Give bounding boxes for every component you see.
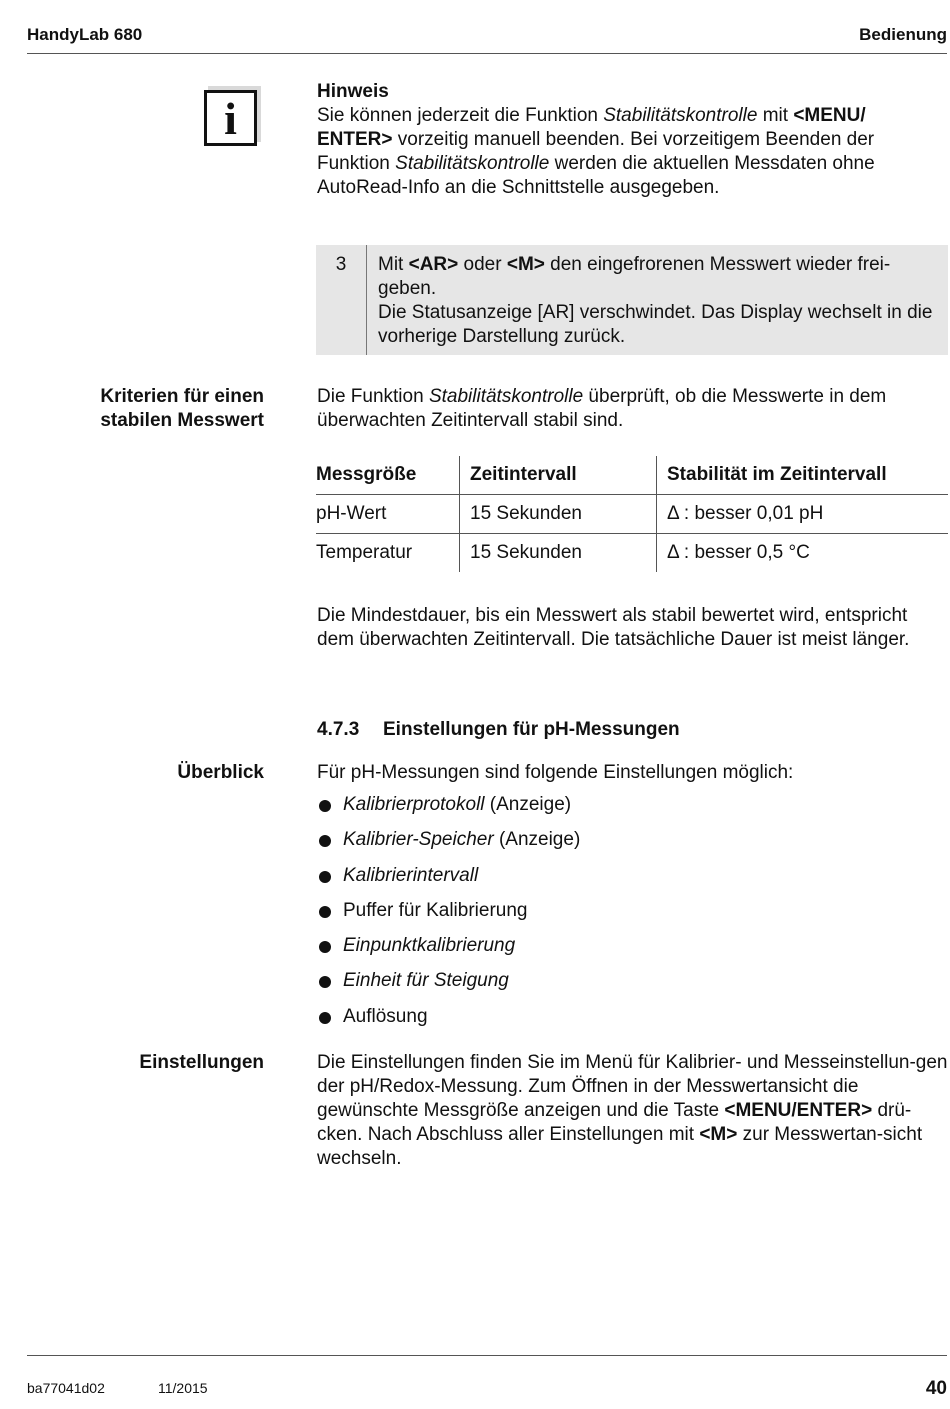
table-cell: 15 Sekunden (460, 534, 657, 573)
footer-document-code: ba77041d02 (27, 1380, 105, 1396)
note-block (317, 80, 937, 200)
settings-text (317, 1051, 949, 1171)
settings-text-1: Die Einstellungen finden Sie im Menü für Kalibrier- und Messeinstellun-gen der pH/Redox-Messung. Zum Öffnen in der Messwertansicht die gewünschte Messgröße anzeigen und die Taste (317, 1052, 948, 1121)
table-cell: Δ : besser 0,5 °C (657, 534, 949, 573)
list-item (317, 864, 580, 899)
note-text-1: Sie können jederzeit die Funktion (317, 105, 604, 126)
note-text-8: werden die aktuellen Messdaten ohne AutoRead-Info an die Schnittstelle ausgegeben. (317, 153, 875, 198)
section-number: 4.7.3 (317, 719, 360, 740)
bullet-icon (319, 941, 331, 953)
list-item (317, 969, 580, 1004)
side-label-settings: Einstellungen (139, 1052, 264, 1073)
stability-table (316, 456, 948, 572)
criteria-text-3: überprüft, ob die Messwerte in dem überwachten Zeitintervall stabil sind. (317, 386, 887, 431)
header-rule (27, 53, 947, 54)
note-key-menu: <MENU/ (793, 105, 866, 126)
settings-key-menu-enter: <MENU/ENTER> (724, 1100, 873, 1121)
section-title: Einstellungen für pH-Messungen (383, 719, 680, 740)
list-item (317, 793, 580, 828)
table-cell: Temperatur (316, 542, 413, 563)
list-item (317, 899, 580, 934)
criteria-function-name: Stabilitätskontrolle (428, 386, 584, 407)
note-text-6: vorzeitig manuell beenden. Bei vorzeitigem Beenden der Funktion (317, 129, 875, 174)
bullet-icon (319, 906, 331, 918)
criteria-text-1: Die Funktion (317, 386, 429, 407)
footer-page-number: 40 (925, 1378, 947, 1399)
list-item (317, 1005, 580, 1040)
list-item-text: (Anzeige) (484, 794, 572, 815)
table-cell: 15 Sekunden (460, 495, 657, 534)
footer-rule (27, 1355, 947, 1356)
list-item-italic: Kalibrierprotokoll (343, 794, 485, 815)
list-item-text: Auflösung (343, 1005, 428, 1027)
info-icon-glyph: i (224, 93, 237, 144)
bullet-icon (319, 800, 331, 812)
table-row (316, 495, 948, 534)
section-heading (317, 719, 680, 741)
table-header-cell: Stabilität im Zeitintervall (657, 456, 949, 495)
criteria-intro (317, 385, 949, 433)
step-text-5: den eingefrorenen Messwert wieder frei- (544, 254, 891, 275)
list-item-italic: Kalibrierintervall (343, 864, 479, 886)
step-text-6: geben. (378, 278, 437, 299)
step-text-7: Die Statusanzeige [AR] verschwindet. Das Display wechselt in die vorherige Darstellung zurück. (378, 302, 933, 347)
info-icon (204, 90, 257, 146)
settings-key-m: <M> (699, 1124, 738, 1145)
step-key-m: <M> (506, 254, 545, 275)
step-text-1: Mit (378, 254, 409, 275)
table-cell: Δ : besser 0,01 pH (657, 495, 949, 534)
note-text-3: mit (757, 105, 794, 126)
list-item-italic: Kalibrier-Speicher (343, 829, 494, 851)
note-text (317, 104, 937, 200)
note-function-name: Stabilitätskontrolle (603, 105, 758, 126)
criteria-after-text: Die Mindestdauer, bis ein Messwert als stabil bewertet wird, entspricht dem überwachten Zeitintervall. Die tatsächliche Dauer ist meist länger. (317, 605, 910, 650)
bullet-icon (319, 871, 331, 883)
overview-intro: Für pH-Messungen sind folgende Einstellungen möglich: (317, 762, 794, 783)
note-function-name-2: Stabilitätskontrolle (395, 153, 550, 174)
step-box (316, 245, 948, 355)
header-product-name: HandyLab 680 (27, 25, 143, 44)
step-text-3: oder (458, 254, 507, 275)
note-title: Hinweis (317, 81, 389, 102)
settings-list (317, 793, 580, 1040)
list-item-italic: Einheit für Steigung (343, 970, 509, 992)
settings-text-5: zur Messwertan-sicht wechseln. (317, 1124, 923, 1169)
list-item (317, 828, 580, 863)
bullet-icon (319, 1012, 331, 1024)
side-label-criteria-line2: stabilen Messwert (100, 410, 264, 431)
list-item-italic: Einpunktkalibrierung (343, 935, 516, 957)
step-key-ar: <AR> (408, 254, 459, 275)
step-number: 3 (335, 254, 347, 275)
list-item-text: (Anzeige) (493, 829, 581, 851)
header-chapter-name: Bedienung (859, 25, 947, 44)
side-label-criteria (27, 385, 264, 433)
list-item (317, 934, 580, 969)
bullet-icon (319, 835, 331, 847)
table-header-cell: Messgröße (316, 456, 460, 495)
step-text (378, 253, 940, 349)
list-item-text: Puffer für Kalibrierung (343, 899, 528, 921)
table-cell: pH-Wert (316, 495, 460, 534)
side-label-overview: Überblick (177, 762, 264, 783)
settings-text-3: drü-cken. Nach Abschluss aller Einstellungen mit (317, 1100, 912, 1145)
note-key-enter: ENTER> (317, 129, 393, 150)
table-header-cell: Zeitintervall (460, 456, 657, 495)
step-separator (366, 245, 367, 355)
table-row (316, 534, 948, 573)
footer-date: 11/2015 (158, 1380, 208, 1396)
table-header-row (316, 456, 948, 495)
side-label-criteria-line1: Kriterien für einen (100, 386, 264, 407)
bullet-icon (319, 976, 331, 988)
